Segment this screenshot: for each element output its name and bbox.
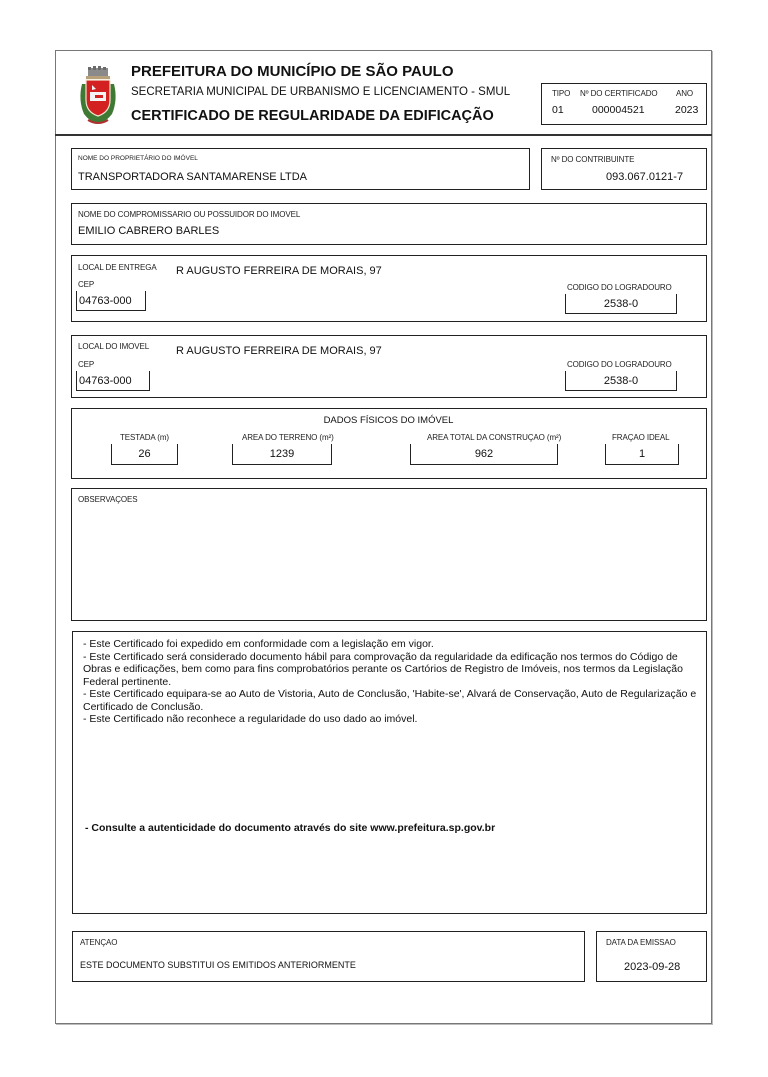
taxpayer-label: Nº DO CONTRIBUINTE: [551, 155, 635, 164]
property-cep-label: CEP: [78, 360, 95, 369]
property-street-code-label: CODIGO DO LOGRADOURO: [567, 360, 672, 369]
page-title: PREFEITURA DO MUNICÍPIO DE SÃO PAULO: [131, 63, 454, 80]
ideal-fraction-label: FRAÇAO IDEAL: [612, 433, 670, 442]
delivery-cep-label: CEP: [78, 280, 95, 289]
frontage-label: TESTADA (m): [120, 433, 169, 442]
note-line: - Este Certificado foi expedido em conformidade com a legislação em vigor.: [83, 638, 434, 650]
note-line: - Este Certificado equipara-se ao Auto de Vistoria, Auto de Conclusão, 'Habite-se', Alvará de Conservação, Auto de Regularização e Certificado de Conclusão.: [83, 688, 697, 713]
attention-label: ATENÇAO: [80, 938, 118, 947]
brasao-sao-paulo-icon: [76, 66, 120, 128]
owner-label: NOME DO PROPRIETÁRIO DO IMÓVEL: [78, 155, 198, 162]
owner-value: TRANSPORTADORA SANTAMARENSE LTDA: [78, 171, 308, 183]
owner-box: [71, 148, 530, 190]
certificate-number-value: 000004521: [592, 104, 645, 116]
possessor-box: [71, 203, 707, 245]
delivery-street-code-label: CODIGO DO LOGRADOURO: [567, 283, 672, 292]
delivery-street-code-value: 2538-0: [565, 294, 677, 314]
possessor-label: NOME DO COMPROMISSARIO OU POSSUIDOR DO IMOVEL: [78, 210, 301, 219]
property-location-box: [71, 335, 707, 398]
authenticity-link[interactable]: - Consulte a autenticidade do documento através do site www.prefeitura.sp.gov.br: [85, 822, 496, 834]
possessor-value: EMILIO CABRERO BARLES: [78, 225, 220, 237]
page-subtitle: SECRETARIA MUNICIPAL DE URBANISMO E LICENCIAMENTO - SMUL: [131, 86, 511, 98]
frontage-value: 26: [111, 444, 178, 465]
issue-date-box: [596, 931, 707, 982]
ano-label: ANO: [676, 89, 694, 98]
attention-value: ESTE DOCUMENTO SUBSTITUI OS EMITIDOS ANTERIORMENTE: [80, 960, 356, 970]
physical-data-title: DADOS FÍSICOS DO IMÓVEL: [323, 415, 454, 426]
note-line: - Este Certificado será considerado documento hábil para comprovação da regularidade da edificação nos termos do Código de Obras e edificações, bem como para fins comprobatórios perante os Cartórios de Registro de Imóveis, nos termos da Legislação Federal pertinente.: [83, 650, 683, 688]
tipo-value: 01: [552, 104, 564, 116]
physical-data-box: [71, 408, 707, 479]
tipo-label: TIPO: [552, 89, 571, 98]
delivery-cep-value: 04763-000: [76, 291, 146, 311]
delivery-location-box: [71, 255, 707, 322]
issue-date-value: 2023-09-28: [624, 961, 681, 973]
delivery-address: R AUGUSTO FERREIRA DE MORAIS, 97: [176, 265, 382, 277]
note-line: - Este Certificado não reconhece a regularidade do uso dado ao imóvel.: [83, 713, 418, 725]
property-street-code-value: 2538-0: [565, 371, 677, 391]
issue-date-label: DATA DA EMISSAO: [606, 938, 676, 947]
ideal-fraction-value: 1: [605, 444, 679, 465]
attention-box: [72, 931, 585, 982]
certificate-number-label: Nº DO CERTIFICADO: [580, 89, 658, 98]
property-address: R AUGUSTO FERREIRA DE MORAIS, 97: [176, 345, 382, 357]
observations-box: [71, 488, 707, 621]
property-location-label: LOCAL DO IMOVEL: [78, 342, 150, 351]
property-cep-value: 04763-000: [76, 371, 150, 391]
legal-notes-box: [72, 631, 707, 914]
construction-area-value: 962: [410, 444, 558, 465]
legal-notes: [83, 638, 698, 726]
taxpayer-box: [541, 148, 707, 190]
delivery-location-label: LOCAL DE ENTREGA: [78, 263, 157, 272]
land-area-label: AREA DO TERRENO (m²): [242, 433, 334, 442]
taxpayer-value: 093.067.0121-7: [606, 171, 684, 183]
construction-area-label: AREA TOTAL DA CONSTRUÇAO (m²): [427, 433, 562, 442]
header-separator: [55, 134, 712, 136]
land-area-value: 1239: [232, 444, 332, 465]
certificate-id-box: [541, 83, 707, 125]
observations-label: OBSERVAÇOES: [78, 495, 138, 504]
document-title: CERTIFICADO DE REGULARIDADE DA EDIFICAÇÃO: [131, 108, 494, 124]
ano-value: 2023: [675, 104, 699, 116]
